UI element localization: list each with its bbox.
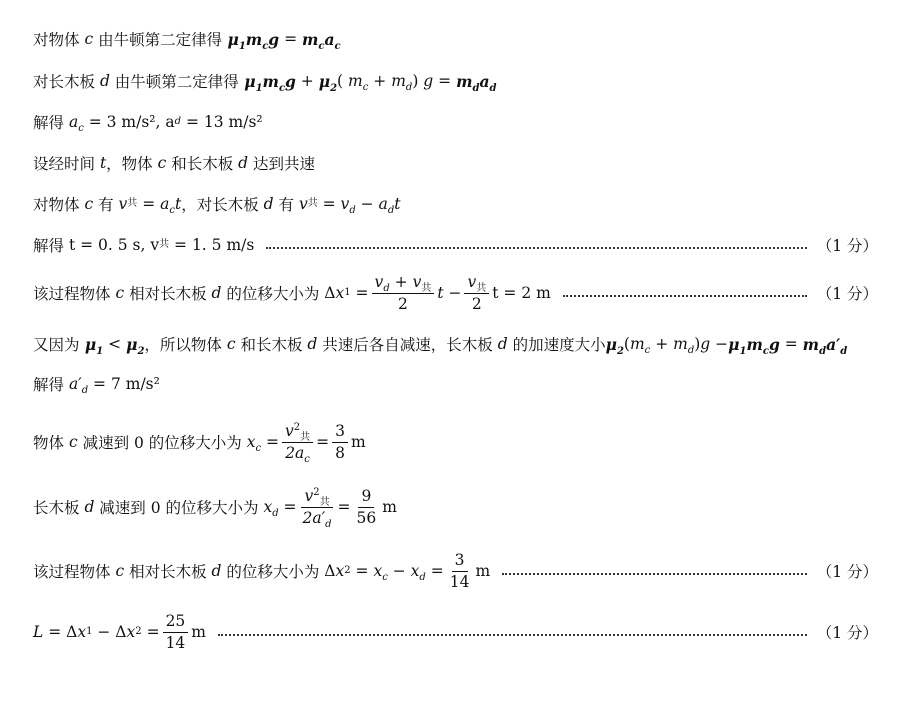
line-12: 该过程物体 c 相对长木板 d 的位移大小为 Δ x 2 = $x_c$ − $x_d$ = $\frac{3}{14}$ m （1 分） bbox=[33, 551, 878, 591]
line-9: 解得 $a'_d$ = 7 m/s² bbox=[33, 375, 160, 397]
fraction: $\frac{9}{56}$ bbox=[356, 487, 377, 527]
dot-leader bbox=[502, 573, 807, 575]
score-mark: （1 分） bbox=[816, 563, 878, 582]
line-13: L = Δ x 1 − Δ x 2 = $\frac{25}{14}$ m （1 分） bbox=[33, 612, 878, 652]
line-11: 长木板 d 减速到 0 的位移大小为 $x_d$ = $\frac{v^2_共}{2a'_d}$ = $\frac{9}{56}$ m bbox=[33, 486, 397, 530]
dot-leader bbox=[266, 247, 806, 249]
line-5: 对物体 c 有 v 共 = $a_ct$ ，对长木板 d 有 v 共 = $v_d$ − $a_dt$ bbox=[33, 195, 401, 217]
dot-leader bbox=[218, 634, 807, 636]
fraction: $\frac{3}{8}$ bbox=[332, 422, 348, 462]
fraction: $\frac{v_共}{2}$ bbox=[464, 273, 489, 313]
line-7: 该过程物体 c 相对长木板 d 的位移大小为 Δ x 1 = $\frac{v_d + v_共}{2}$ t − $\frac{v_共}{2}$ t = 2 m （1 分） bbox=[33, 273, 878, 313]
fraction: $\frac{v^2_共}{2a_c}$ bbox=[282, 422, 313, 462]
line-10: 物体 c 减速到 0 的位移大小为 $x_c$ = $\frac{v^2_共}{2a_c}$ = $\frac{3}{8}$ m bbox=[33, 421, 366, 465]
line-4: 设经时间 t ，物体 c 和长木板 d 达到共速 bbox=[33, 154, 316, 173]
line-1: 对物体 c 由牛顿第二定律得 $\mu_1m_cg$ = $m_ca_c$ bbox=[33, 29, 341, 52]
fraction: $\frac{3}{14}$ bbox=[449, 551, 470, 591]
line-6: 解得 t = 0. 5 s, v 共 = 1. 5 m/s （1 分） bbox=[33, 236, 878, 255]
line-3: 解得 $a_c$ = 3 m/s², a d = 13 m/s² bbox=[33, 113, 263, 135]
line-8: 又因为 $\mu_1$ < $\mu_2$ ，所以物体 c 和长木板 d 共速后各自减速，长木板 d 的加速度大小 $\mu_2$ ( $m_c$ + $m_d$ ) g − $\mu_1m_cg$ = $m_da'_d$ bbox=[33, 334, 848, 357]
score-mark: （1 分） bbox=[816, 624, 878, 643]
score-mark: （1 分） bbox=[816, 285, 878, 304]
fraction: $\frac{25}{14}$ bbox=[163, 612, 189, 652]
line-2: 对长木板 d 由牛顿第二定律得 $\mu_1m_cg$ + $\mu_2$ ( $m_c$ + $m_d$ ) g = $m_da_d$ bbox=[33, 71, 497, 94]
fraction: $\frac{v_d + v_共}{2}$ bbox=[372, 273, 435, 313]
dot-leader bbox=[563, 295, 807, 297]
fraction: $\frac{v^2_共}{2a'_d}$ bbox=[302, 486, 332, 530]
score-mark: （1 分） bbox=[816, 237, 878, 255]
